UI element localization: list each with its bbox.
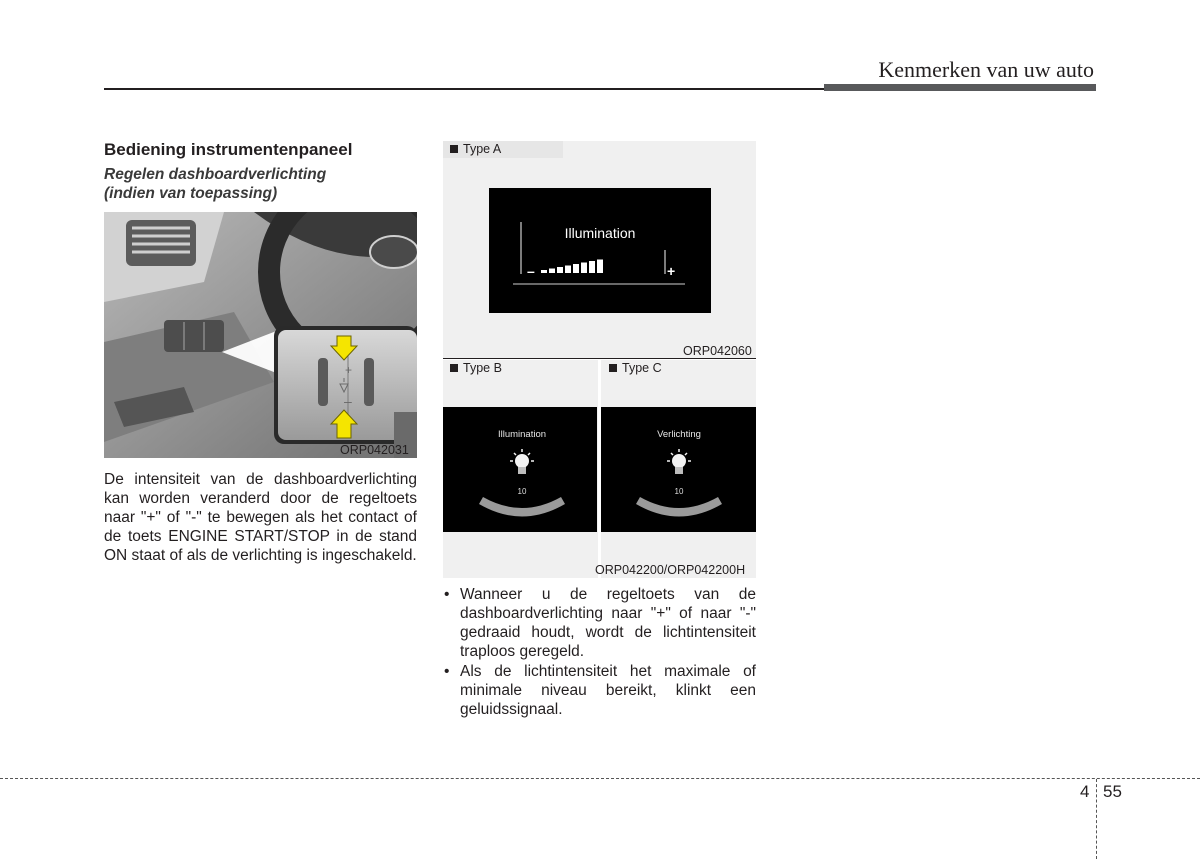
level-bar bbox=[541, 270, 547, 273]
dashboard-switch-photo bbox=[104, 212, 417, 458]
type-a-minus-label: – bbox=[527, 263, 535, 279]
level-bar bbox=[573, 264, 579, 273]
subtitle-line-1: Regelen dashboardverlichting bbox=[104, 166, 327, 183]
description-paragraph: De intensiteit van de dashboardverlichting kan worden veranderd door de regeltoets naar "+" of "-" te bewegen als het contact of de toets ENGINE START/STOP in de stand ON staat of als de verlichting is ingeschakeld. bbox=[104, 471, 417, 564]
bullet-square-icon bbox=[450, 145, 458, 153]
type-a-display-title: Illumination bbox=[564, 225, 636, 241]
type-c-display bbox=[601, 407, 756, 532]
running-header-title: Kenmerken van uw auto bbox=[878, 57, 1094, 82]
type-b-display bbox=[443, 407, 597, 532]
light-bulb-icon bbox=[667, 449, 691, 474]
kia-logo-icon bbox=[370, 236, 417, 268]
light-bulb-icon bbox=[510, 449, 534, 474]
subtitle-line-2: (indien van toepassing) bbox=[104, 185, 278, 202]
type-a-plus-label: + bbox=[667, 263, 676, 279]
chapter-number: 4 bbox=[1080, 782, 1090, 801]
type-a-display bbox=[489, 188, 711, 313]
bullet-square-icon bbox=[450, 364, 458, 372]
photo-code: ORP042031 bbox=[340, 443, 409, 457]
bullet-square-icon bbox=[609, 364, 617, 372]
figure-divider-line bbox=[443, 358, 756, 359]
notes-list bbox=[443, 585, 756, 720]
type-c-display-title: Verlichting bbox=[657, 429, 701, 440]
level-bar bbox=[565, 266, 571, 274]
section-title: Bediening instrumentenpaneel bbox=[104, 140, 353, 159]
section-subtitle bbox=[104, 165, 326, 203]
switch-plus-label: + bbox=[345, 363, 353, 377]
type-a-code: ORP042060 bbox=[683, 344, 752, 358]
level-bar bbox=[581, 263, 587, 274]
type-a-level-bars bbox=[541, 260, 603, 274]
level-bar bbox=[597, 260, 603, 274]
type-bc-code: ORP042200/ORP042200H bbox=[595, 563, 746, 577]
type-c-level-value: 10 bbox=[674, 487, 684, 496]
header-rule-thin bbox=[104, 88, 824, 90]
level-bar bbox=[557, 267, 563, 273]
page-number: 55 bbox=[1103, 782, 1122, 801]
type-b-display-title: Illumination bbox=[497, 429, 547, 440]
air-vent-icon bbox=[126, 220, 196, 266]
type-b-label: Type B bbox=[450, 361, 502, 375]
footer-dashed-divider bbox=[1096, 779, 1097, 859]
type-c-label: Type C bbox=[609, 361, 662, 375]
footer-dashed-rule bbox=[0, 778, 1200, 779]
level-bar bbox=[589, 261, 595, 273]
type-a-label: Type A bbox=[450, 142, 501, 156]
type-b-level-value: 10 bbox=[517, 487, 527, 496]
list-item: • Wanneer u de regeltoets van de dashboardverlichting naar "+" of naar "-" gedraaid houdt, wordt de lichtintensiteit traploos geregeld. bbox=[443, 585, 756, 661]
switch-minus-label: – bbox=[344, 393, 352, 409]
level-bar bbox=[549, 269, 555, 274]
header-rule-thick bbox=[824, 84, 1096, 91]
list-item: • Als de lichtintensiteit het maximale of minimale niveau bereikt, klinkt een geluidssignaal. bbox=[443, 662, 756, 719]
